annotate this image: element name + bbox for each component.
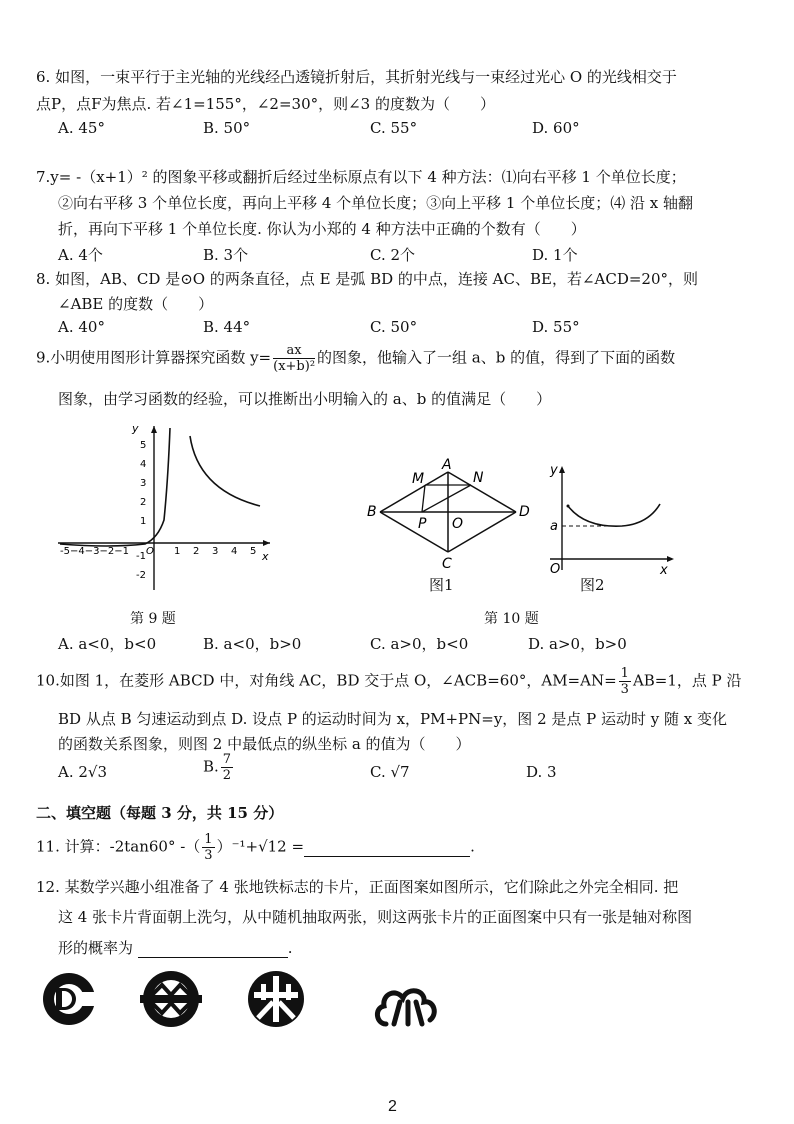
q11-text-pre: 11. 计算：-2tan60° -（ bbox=[36, 837, 201, 856]
page-number: 2 bbox=[388, 1098, 397, 1115]
fig10-curve bbox=[568, 504, 660, 526]
q9-caption: 第 9 题 bbox=[130, 611, 176, 627]
fig9-ytick-2: 2 bbox=[140, 497, 147, 508]
q8-option-c: C. 50° bbox=[370, 318, 418, 336]
q9-option-a: A. a<0，b<0 bbox=[58, 635, 157, 653]
q9-text-post: 的图象，他输入了一组 a、b 的值，得到了下面的函数 bbox=[317, 348, 676, 367]
q6-option-c: C. 55° bbox=[370, 119, 418, 137]
q12-line2: 这 4 张卡片背面朝上洗匀，从中随机抽取两张，则这两张卡片的正面图案中只有一张是轴对称图 bbox=[58, 908, 693, 926]
subway-logo-4-icon bbox=[377, 991, 434, 1024]
fig9-ytick-4: 4 bbox=[140, 459, 147, 470]
fig10-graph-x: x bbox=[660, 563, 668, 578]
fig9-x-label: x bbox=[262, 550, 269, 563]
fig9-xtick-negatives: -5−4−3−2−1 bbox=[60, 546, 129, 557]
q12-line1: 12. 某数学兴趣小组准备了 4 张地铁标志的卡片，正面图案如图所示，它们除此之外完全相同. 把 bbox=[36, 878, 679, 896]
q7-option-d: D. 1个 bbox=[532, 246, 578, 264]
fig9-xtick-5: 5 bbox=[250, 546, 257, 557]
fig10-label-c: C bbox=[442, 556, 452, 572]
q7-option-b: B. 3个 bbox=[203, 246, 249, 264]
fig9-ytick-5: 5 bbox=[140, 440, 147, 451]
q9-option-d: D. a>0，b>0 bbox=[528, 635, 627, 653]
q8-option-b: B. 44° bbox=[203, 318, 251, 336]
q10-fraction bbox=[619, 666, 631, 697]
q9-text-pre: 9.小明使用图形计算器探究函数 y= bbox=[36, 348, 272, 367]
fig9-ytick-3: 3 bbox=[140, 478, 147, 489]
q11-fraction bbox=[202, 832, 214, 863]
subway-logos bbox=[36, 968, 456, 1032]
q10-option-b-den: 2 bbox=[222, 768, 232, 783]
q12-text-pre: 形的概率为 bbox=[58, 939, 134, 957]
q7-line1: 7.y= -（x+1）² 的图象平移或翻折后经过坐标原点有以下 4 种方法：⑴向右平移 1 个单位长度； bbox=[36, 168, 686, 186]
q9-line1 bbox=[36, 343, 675, 374]
fig10-label-o: O bbox=[452, 516, 464, 532]
fig9-xtick-1: 1 bbox=[174, 546, 181, 557]
q9-frac-den: (x+b)² bbox=[273, 359, 316, 374]
section-2-heading: 二、填空题（每题 3 分，共 15 分） bbox=[36, 804, 284, 822]
q6-option-a: A. 45° bbox=[58, 119, 105, 137]
q10-caption: 第 10 题 bbox=[484, 611, 539, 627]
q11-answer-blank[interactable] bbox=[304, 838, 470, 857]
q6-option-d: D. 60° bbox=[532, 119, 580, 137]
q7-option-a: A. 4个 bbox=[58, 246, 103, 264]
fig10-label-p: P bbox=[418, 516, 427, 532]
q6-line1: 6. 如图，一束平行于主光轴的光线经凸透镜折射后，其折射光线与一束经过光心 O 的光线相交于 bbox=[36, 68, 677, 86]
q8-line1: 8. 如图，AB、CD 是⊙O 的两条直径，点 E 是弧 BD 的中点，连接 AC、BE，若∠ACD=20°，则 bbox=[36, 270, 699, 288]
subway-logo-1-icon bbox=[43, 973, 98, 1025]
fig10-label-n: N bbox=[473, 470, 484, 486]
fig9-xtick-4: 4 bbox=[231, 546, 238, 557]
q8-option-d: D. 55° bbox=[532, 318, 580, 336]
q6-option-b: B. 50° bbox=[203, 119, 251, 137]
fig10-label-b: B bbox=[367, 504, 377, 520]
q10-line2: BD 从点 B 匀速运动到点 D. 设点 P 的运动时间为 x，PM+PN=y，图 2 是点 P 运动时 y 随 x 变化 bbox=[58, 710, 728, 728]
q10-option-b-frac bbox=[221, 752, 233, 783]
fig10-fig1-label: 图1 bbox=[429, 576, 454, 594]
q6-line2: 点P，点F为焦点. 若∠1=155°，∠2=30°，则∠3 的度数为（ ） bbox=[36, 95, 495, 113]
q10-option-a: A. 2√3 bbox=[58, 763, 108, 781]
q10-frac-num: 1 bbox=[620, 666, 629, 681]
q11-frac-den: 3 bbox=[204, 848, 213, 863]
q10-option-c: C. √7 bbox=[370, 763, 410, 781]
q7-option-c: C. 2个 bbox=[370, 246, 416, 264]
q9-option-c: C. a>0，b<0 bbox=[370, 635, 469, 653]
fig9-ytick-neg2: -2 bbox=[136, 570, 146, 581]
fig10-graph-o: O bbox=[550, 562, 561, 577]
q10-option-b-label: B. bbox=[203, 757, 219, 776]
fig10-graph-a: a bbox=[550, 519, 558, 534]
q10-option-d: D. 3 bbox=[526, 763, 557, 781]
q9-frac-num: ax bbox=[273, 343, 315, 359]
figure-9-graph bbox=[50, 420, 280, 595]
q7-line3: 折，再向下平移 1 个单位长度. 你认为小郑的 4 种方法中正确的个数有（ ） bbox=[58, 220, 586, 238]
fig9-xtick-2: 2 bbox=[193, 546, 200, 557]
subway-logo-3-icon bbox=[248, 971, 304, 1027]
q10-text-pre: 10.如图 1，在菱形 ABCD 中，对角线 AC，BD 交于点 O，∠ACB=60°，AM=AN= bbox=[36, 671, 617, 690]
q11-frac-num: 1 bbox=[204, 832, 213, 847]
fig10-label-m: M bbox=[412, 471, 425, 487]
fig10-graph-y: y bbox=[550, 463, 558, 478]
fig9-origin: O bbox=[146, 546, 154, 557]
fig10-label-a: A bbox=[442, 458, 452, 473]
q11-text-post: ）⁻¹+√12 = bbox=[216, 837, 305, 856]
fig9-xtick-3: 3 bbox=[212, 546, 219, 557]
q10-option-b bbox=[203, 752, 235, 783]
q10-frac-den: 3 bbox=[620, 682, 629, 697]
fig9-curve-right-branch bbox=[190, 436, 260, 506]
fig10-label-d: D bbox=[519, 504, 530, 520]
fig9-ytick-1: 1 bbox=[140, 516, 147, 527]
q11-line: 11. 计算：-2tan60° -（ $\frac{1}{3}$ ）⁻¹+√12 = . bbox=[36, 832, 475, 863]
fig10-fig2-label: 图2 bbox=[580, 576, 605, 594]
q9-option-b: B. a<0，b>0 bbox=[203, 635, 302, 653]
q12-line3: 形的概率为 . bbox=[58, 939, 293, 957]
q10-text-post: AB=1，点 P 沿 bbox=[632, 671, 742, 690]
q10-option-b-num: 7 bbox=[222, 752, 232, 767]
q8-option-a: A. 40° bbox=[58, 318, 105, 336]
q7-line2: ②向右平移 3 个单位长度，再向上平移 4 个单位长度；③向上平移 1 个单位长度；⑷ 沿 x 轴翻 bbox=[58, 194, 694, 212]
q10-line1 bbox=[36, 666, 742, 697]
subway-logo-2-icon bbox=[140, 971, 202, 1027]
fig9-y-label: y bbox=[132, 422, 139, 435]
q12-answer-blank[interactable] bbox=[138, 939, 288, 958]
q8-line2: ∠ABE 的度数（ ） bbox=[58, 295, 214, 313]
fig9-ytick-neg1: -1 bbox=[136, 551, 146, 562]
figure-10-graph bbox=[530, 460, 680, 580]
q10-line3: 的函数关系图象，则图 2 中最低点的纵坐标 a 的值为（ ） bbox=[58, 735, 471, 753]
q9-fraction bbox=[273, 343, 315, 374]
q9-line2: 图象，由学习函数的经验，可以推断出小明输入的 a、b 的值满足（ ） bbox=[58, 390, 552, 408]
